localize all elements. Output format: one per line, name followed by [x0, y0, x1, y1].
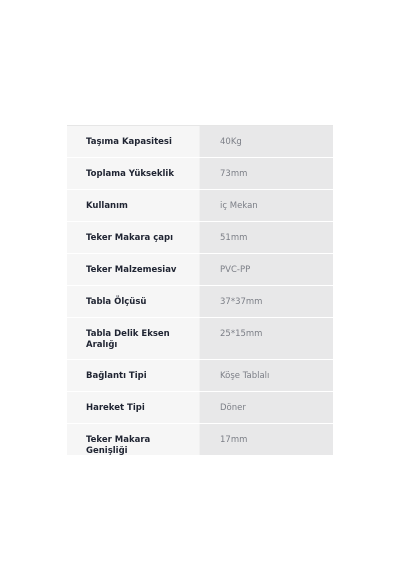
spec-value: 25*15mm [199, 318, 333, 359]
spec-value: Köşe Tablalı [199, 360, 333, 391]
spec-table [67, 125, 333, 456]
spec-value: 40Kg [199, 126, 333, 157]
spec-label: Tabla Delik Eksen Aralığı [67, 318, 199, 359]
table-row [67, 158, 333, 190]
spec-value: 73mm [199, 158, 333, 189]
table-row [67, 392, 333, 424]
table-row [67, 318, 333, 360]
spec-label: Taşıma Kapasitesi [67, 126, 199, 157]
spec-value: PVC-PP [199, 254, 333, 285]
spec-label: Bağlantı Tipi [67, 360, 199, 391]
spec-label: Teker Makara çapı [67, 222, 199, 253]
table-row [67, 190, 333, 222]
table-row [67, 424, 333, 456]
spec-label: Kullanım [67, 190, 199, 221]
spec-label: Hareket Tipi [67, 392, 199, 423]
table-row [67, 360, 333, 392]
spec-label: Tabla Ölçüsü [67, 286, 199, 317]
spec-label: Toplama Yükseklik [67, 158, 199, 189]
table-row [67, 222, 333, 254]
spec-value: 51mm [199, 222, 333, 253]
table-row [67, 254, 333, 286]
spec-label: Teker Makara Genişliği [67, 424, 199, 455]
spec-value: 37*37mm [199, 286, 333, 317]
table-row [67, 126, 333, 158]
spec-label: Teker Malzemesiav [67, 254, 199, 285]
table-row [67, 286, 333, 318]
spec-value: 17mm [199, 424, 333, 455]
spec-value: iç Mekan [199, 190, 333, 221]
spec-value: Döner [199, 392, 333, 423]
